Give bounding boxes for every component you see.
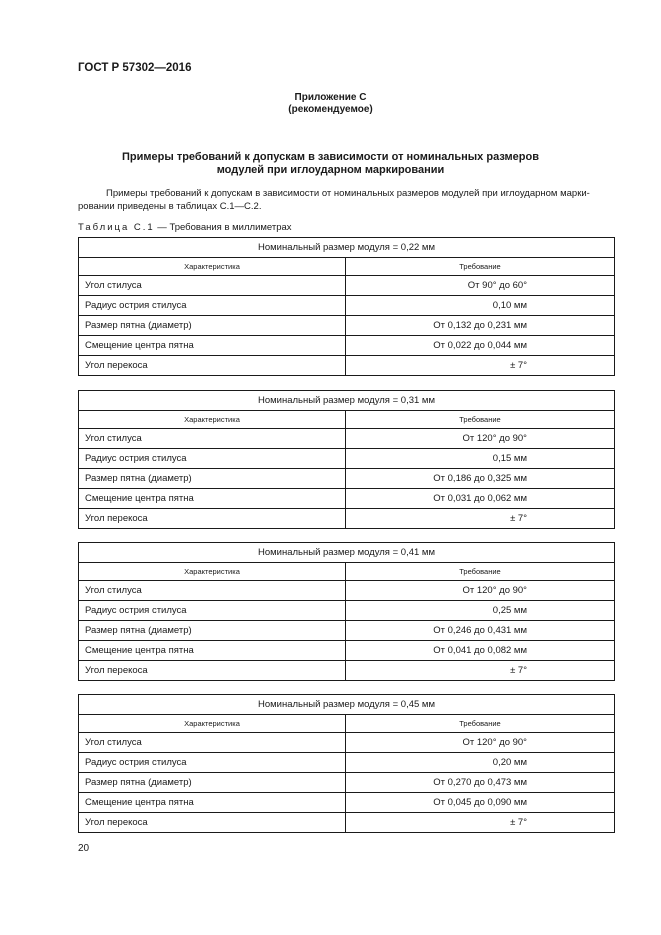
characteristic-cell: Радиус острия стилуса [79, 753, 346, 773]
requirements-table-0-41 [78, 542, 615, 681]
requirement-cell: От 0,022 до 0,044 мм [346, 336, 615, 356]
requirement-cell: 0,20 мм [346, 753, 615, 773]
column-header-characteristic: Характеристика [79, 411, 346, 429]
characteristic-cell: Размер пятна (диаметр) [79, 316, 346, 336]
requirement-cell: От 120° до 90° [346, 429, 615, 449]
characteristic-cell: Смещение центра пятна [79, 793, 346, 813]
requirement-cell: От 0,045 до 0,090 мм [346, 793, 615, 813]
table-row [79, 581, 615, 601]
requirement-cell: От 0,041 до 0,082 мм [346, 641, 615, 661]
table-row [79, 316, 615, 336]
table-row [79, 661, 615, 681]
requirement-cell: 0,15 мм [346, 449, 615, 469]
requirement-cell: От 90° до 60° [346, 276, 615, 296]
section-title-line-1: Примеры требований к допускам в зависимости от номинальных размеров [122, 151, 539, 163]
document-number: ГОСТ Р 57302—2016 [78, 62, 192, 74]
characteristic-cell: Размер пятна (диаметр) [79, 773, 346, 793]
table-row [79, 773, 615, 793]
table-row [79, 813, 615, 833]
requirement-cell: От 0,270 до 0,473 мм [346, 773, 615, 793]
characteristic-cell: Смещение центра пятна [79, 641, 346, 661]
characteristic-cell: Радиус острия стилуса [79, 601, 346, 621]
table-row [79, 641, 615, 661]
characteristic-cell: Угол стилуса [79, 276, 346, 296]
column-header-characteristic: Характеристика [79, 258, 346, 276]
requirement-cell: ± 7° [346, 813, 615, 833]
requirement-cell: 0,10 мм [346, 296, 615, 316]
intro-line-2: ровании приведены в таблицах С.1—С.2. [78, 201, 262, 212]
characteristic-cell: Размер пятна (диаметр) [79, 469, 346, 489]
table-row [79, 469, 615, 489]
table-caption [78, 222, 292, 233]
table-row [79, 449, 615, 469]
table-caption-text: — Требования в миллиметрах [154, 222, 292, 233]
table-row [79, 429, 615, 449]
characteristic-cell: Радиус острия стилуса [79, 449, 346, 469]
characteristic-cell: Смещение центра пятна [79, 336, 346, 356]
module-size-cell: Номинальный размер модуля = 0,31 мм [79, 391, 615, 411]
column-header-requirement: Требование [346, 258, 615, 276]
page-number: 20 [78, 843, 90, 854]
characteristic-cell: Угол перекоса [79, 661, 346, 681]
column-header-requirement: Требование [346, 411, 615, 429]
module-size-cell: Номинальный размер модуля = 0,41 мм [79, 543, 615, 563]
module-size-cell: Номинальный размер модуля = 0,22 мм [79, 238, 615, 258]
requirements-table-0-31 [78, 390, 615, 529]
table-row [79, 753, 615, 773]
appendix-status: (рекомендуемое) [288, 104, 373, 115]
table-caption-label: Таблица С.1 [78, 222, 155, 233]
column-header-requirement: Требование [346, 715, 615, 733]
table-row [79, 733, 615, 753]
table-row [79, 601, 615, 621]
table-row [79, 296, 615, 316]
intro-line-1: Примеры требований к допускам в зависимости от номинальных размеров модулей при иглоударном марки- [106, 188, 590, 199]
table-row [79, 489, 615, 509]
requirement-cell: От 0,246 до 0,431 мм [346, 621, 615, 641]
requirement-cell: ± 7° [346, 509, 615, 529]
table-row [79, 509, 615, 529]
table-row [79, 621, 615, 641]
characteristic-cell: Радиус острия стилуса [79, 296, 346, 316]
requirement-cell: ± 7° [346, 356, 615, 376]
module-size-cell: Номинальный размер модуля = 0,45 мм [79, 695, 615, 715]
requirements-table-0-22 [78, 237, 615, 376]
column-header-characteristic: Характеристика [79, 563, 346, 581]
table-row [79, 356, 615, 376]
characteristic-cell: Угол перекоса [79, 813, 346, 833]
section-title-line-2: модулей при иглоударном маркировании [216, 164, 445, 176]
characteristic-cell: Угол стилуса [79, 733, 346, 753]
characteristic-cell: Угол перекоса [79, 356, 346, 376]
requirement-cell: ± 7° [346, 661, 615, 681]
characteristic-cell: Размер пятна (диаметр) [79, 621, 346, 641]
requirement-cell: 0,25 мм [346, 601, 615, 621]
column-header-requirement: Требование [346, 563, 615, 581]
characteristic-cell: Угол стилуса [79, 429, 346, 449]
requirement-cell: От 0,031 до 0,062 мм [346, 489, 615, 509]
appendix-title: Приложение С [294, 92, 367, 103]
requirement-cell: От 0,186 до 0,325 мм [346, 469, 615, 489]
requirement-cell: От 120° до 90° [346, 733, 615, 753]
table-row [79, 336, 615, 356]
table-row [79, 793, 615, 813]
characteristic-cell: Угол перекоса [79, 509, 346, 529]
characteristic-cell: Угол стилуса [79, 581, 346, 601]
table-row [79, 276, 615, 296]
characteristic-cell: Смещение центра пятна [79, 489, 346, 509]
requirement-cell: От 120° до 90° [346, 581, 615, 601]
requirement-cell: От 0,132 до 0,231 мм [346, 316, 615, 336]
requirements-table-0-45 [78, 694, 615, 833]
column-header-characteristic: Характеристика [79, 715, 346, 733]
